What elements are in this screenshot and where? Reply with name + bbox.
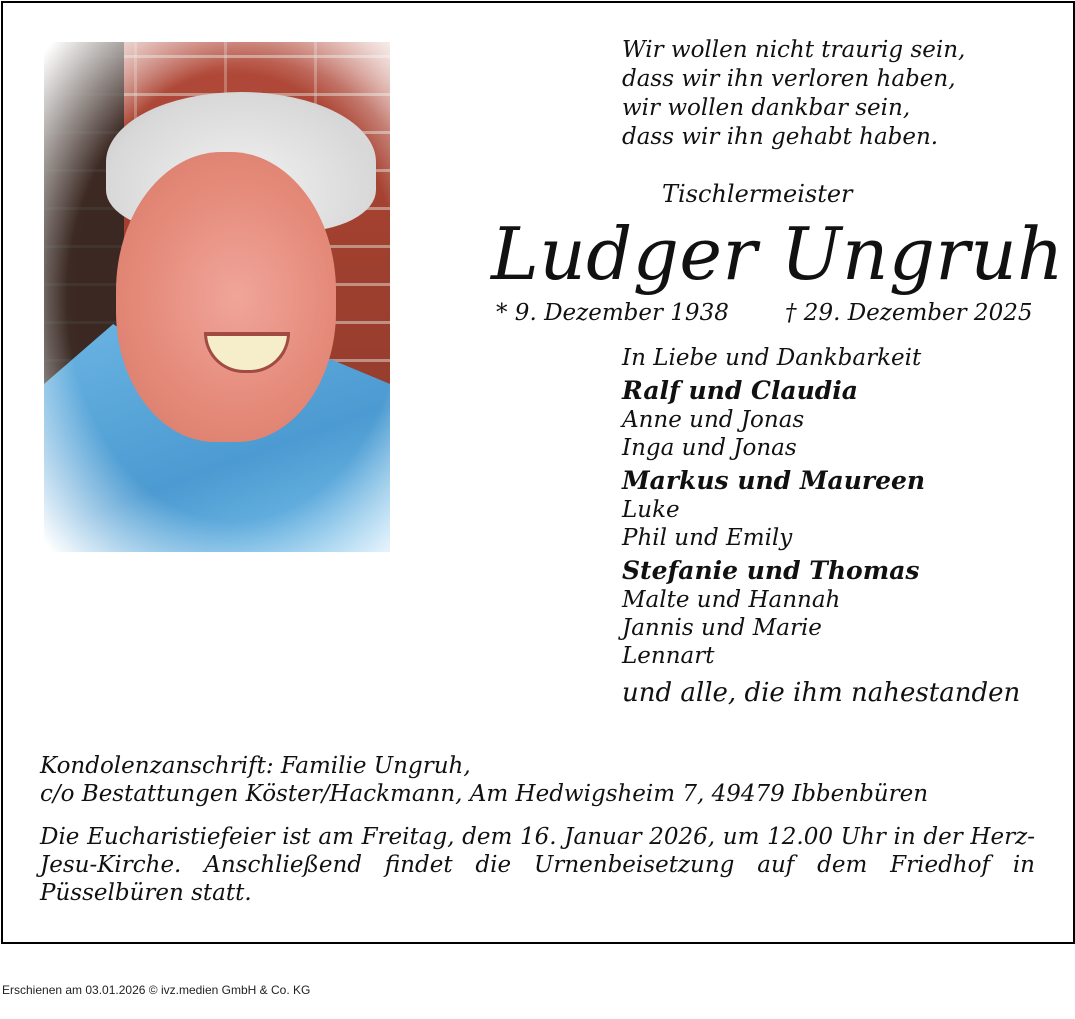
family-member: Inga und Jonas xyxy=(622,435,797,461)
poem-line: wir wollen dankbar sein, xyxy=(622,95,911,121)
family-group-head: Ralf und Claudia xyxy=(622,376,858,405)
family-closing: und alle, die ihm nahestanden xyxy=(622,678,1021,708)
poem-line: dass wir ihn gehabt haben. xyxy=(622,124,939,150)
family-intro: In Liebe und Dankbarkeit xyxy=(622,345,922,371)
family-member: Anne und Jonas xyxy=(622,407,805,433)
family-member: Luke xyxy=(622,497,680,523)
family-group-head: Markus und Maureen xyxy=(622,466,926,495)
family-member: Phil und Emily xyxy=(622,525,793,551)
poem-line: Wir wollen nicht traurig sein, xyxy=(622,37,966,63)
poem-line: dass wir ihn verloren haben, xyxy=(622,66,956,92)
family-list xyxy=(622,344,1020,710)
portrait-photo xyxy=(44,42,390,552)
deceased-name: Ludger Ungruh xyxy=(491,212,1065,296)
family-member: Lennart xyxy=(622,643,715,669)
death-date: † 29. Dezember 2025 xyxy=(785,300,1033,326)
publication-footer: Erschienen am 03.01.2026 © ivz.medien GmbH & Co. KG xyxy=(2,983,311,997)
poem xyxy=(622,36,965,152)
address-line: c/o Bestattungen Köster/Hackmann, Am Hedwigsheim 7, 49479 Ibbenbüren xyxy=(40,781,929,807)
address-line: Kondolenzanschrift: Familie Ungruh, xyxy=(40,753,471,779)
family-group-head: Stefanie und Thomas xyxy=(622,556,920,585)
birth-date: * 9. Dezember 1938 xyxy=(496,300,729,326)
family-member: Malte und Hannah xyxy=(622,587,841,613)
condolence-address xyxy=(40,752,928,808)
service-notice: Die Eucharistiefeier ist am Freitag, dem 16. Januar 2026, um 12.00 Uhr in der Herz-Jesu-Kirche. Anschließend findet die Urnenbeisetzung auf dem Friedhof in Püsselbüren statt. xyxy=(40,824,1035,906)
family-member: Jannis und Marie xyxy=(622,615,822,641)
profession: Tischlermeister xyxy=(662,180,853,208)
